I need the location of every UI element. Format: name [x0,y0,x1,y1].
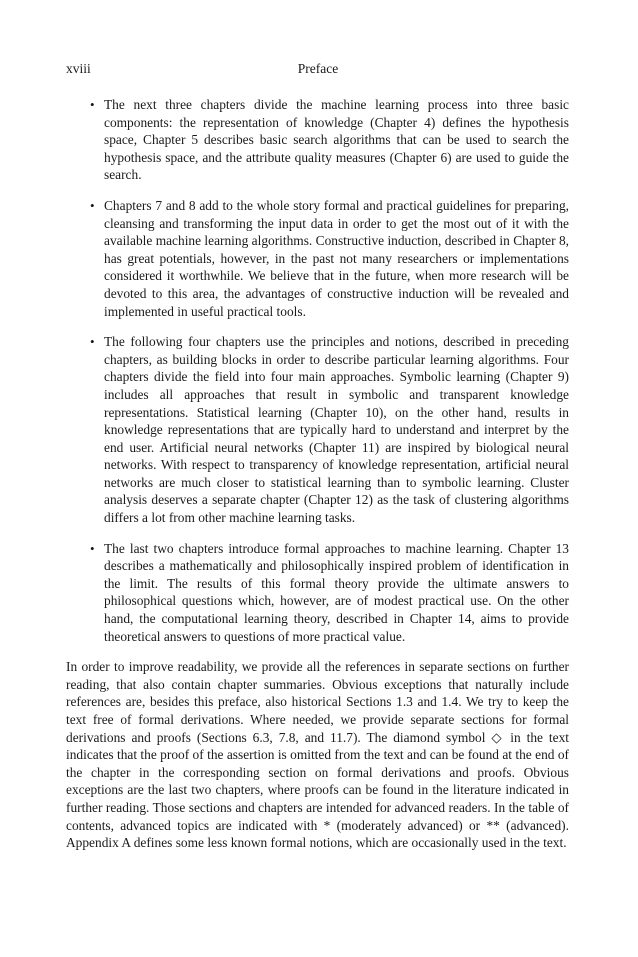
list-item-text: The next three chapters divide the machine learning process into three basic components: the representation of knowledge (Chapter 4) defines the hypothesis space, Chapter 5 describes basic search algorithms that can be used to search the hypothesis space, and the attribute quality measures (Chapter 6) are used to guide the search. [104,97,569,183]
list-item [66,96,569,184]
list-item [66,540,569,646]
chapter-overview-list [66,96,569,645]
closing-paragraph: In order to improve readability, we provide all the references in separate sections on further reading, that also contain chapter summaries. Obvious exceptions that naturally include references are, besides this preface, also historical Sections 1.3 and 1.4. We try to keep the text free of formal derivations. Where needed, we provide separate sections for formal derivations and proofs (Sections 6.3, 7.8, and 11.7). The diamond symbol ◇ in the text indicates that the proof of the assertion is omitted from the text and can be found at the end of the chapter in the corresponding section on formal derivations and proofs. Obvious exceptions are the last two chapters, where proofs can be found in the literature indicated in further reading. Those sections and chapters are intended for advanced readers. In the table of contents, advanced topics are indicated with * (moderately advanced) or ** (advanced). Appendix A defines some less known formal notions, which are occasionally used in the text. [66,659,569,851]
list-item-text: The following four chapters use the principles and notions, described in preceding chapters, as building blocks in order to describe particular learning algorithms. Four chapters divide the field into four main approaches. Symbolic learning (Chapter 9) includes all approaches that result in symbolic and transparent knowledge representations. Statistical learning (Chapter 10), on the other hand, results in knowledge representations that are typically hard to understand and interpret by the end user. Artificial neural networks (Chapter 11) are inspired by biological neural networks. With respect to transparency of knowledge representation, artificial neural networks are much closer to statistical learning than to symbolic learning. Cluster analysis deserves a separate chapter (Chapter 12) as the task of clustering algorithms differs a lot from other machine learning tasks. [104,334,569,526]
page-body [66,96,569,852]
page-number: xviii [66,61,91,76]
bullet-icon: • [90,97,95,112]
list-item-text: The last two chapters introduce formal approaches to machine learning. Chapter 13 describes a mathematically and philosophically inspired problem of identification in the limit. The results of this formal theory provide the ultimate answers to philosophical questions which, however, are of modest practical use. On the other hand, the computational learning theory, described in Chapter 14, aims to provide theoretical answers to questions of more practical value. [104,540,569,644]
bullet-icon: • [90,197,95,213]
bullet-icon: • [90,334,95,350]
list-item [66,197,569,320]
bullet-icon: • [90,540,95,556]
page-header [66,60,570,78]
running-title: Preface [297,61,339,76]
list-item [66,333,569,527]
list-item-text: Chapters 7 and 8 add to the whole story formal and practical guidelines for preparing, cleansing and transforming the input data in order to get the most out of it with the available machine learning algorithms. Constructive induction, described in Chapter 8, has great potentials, however, in the past not many researchers or implementations considered it worthwhile. We believe that in the future, when more research will be devoted to this area, the advantages of constructive induction will be revealed and implemented in useful practical tools. [104,197,569,319]
